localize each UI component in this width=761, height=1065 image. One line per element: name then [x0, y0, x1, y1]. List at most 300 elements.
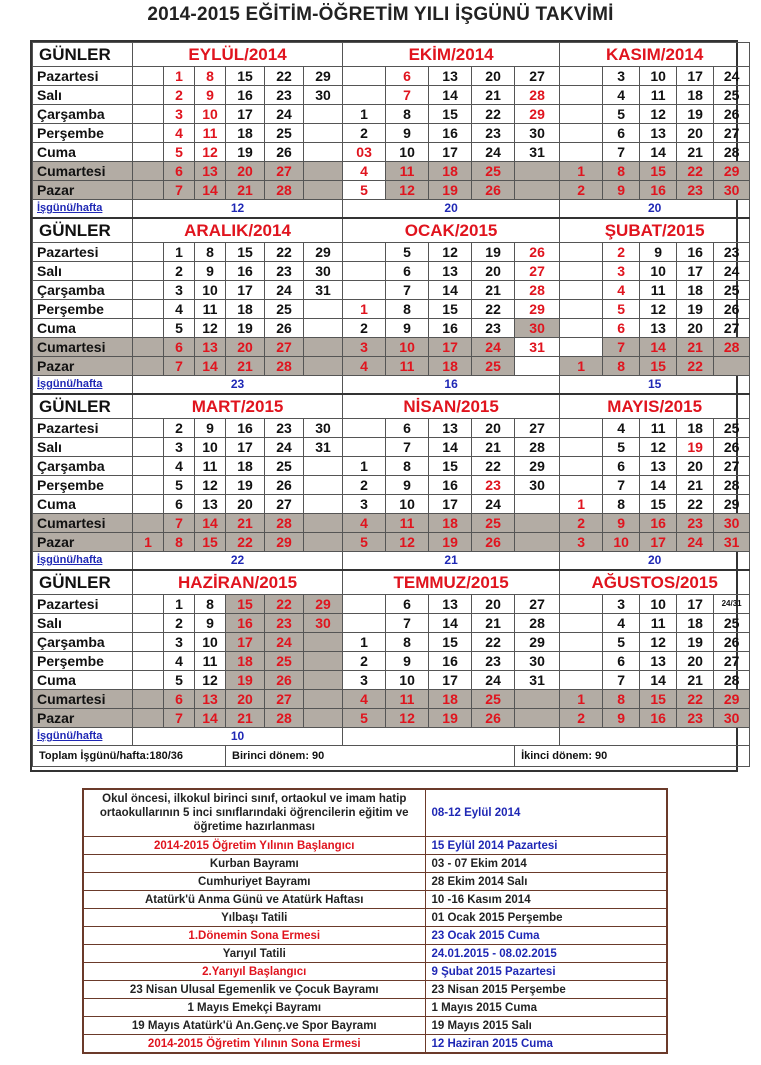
- date-cell: 12: [195, 476, 226, 495]
- date-cell: 15: [429, 105, 472, 124]
- date-cell: 5: [343, 533, 386, 552]
- date-cell: 4: [164, 300, 195, 319]
- date-cell: 8: [195, 595, 226, 614]
- date-cell: 29: [515, 105, 560, 124]
- date-cell: 20: [677, 124, 714, 143]
- date-cell: 2: [343, 652, 386, 671]
- date-cell: [133, 476, 164, 495]
- date-cell: 28: [265, 181, 304, 200]
- date-cell: [304, 495, 343, 514]
- date-cell: 22: [472, 300, 515, 319]
- date-cell: 20: [472, 595, 515, 614]
- date-cell: 14: [429, 614, 472, 633]
- date-cell: 5: [164, 319, 195, 338]
- date-cell: [343, 595, 386, 614]
- date-cell: 17: [677, 595, 714, 614]
- date-cell: 17: [677, 262, 714, 281]
- day-row: [33, 690, 750, 709]
- date-cell: 17: [429, 495, 472, 514]
- date-cell: 26: [714, 633, 750, 652]
- date-cell: 2: [164, 614, 195, 633]
- date-cell: [560, 614, 603, 633]
- date-cell: [304, 181, 343, 200]
- date-cell: 16: [640, 181, 677, 200]
- event-label: Cumhuriyet Bayramı: [83, 873, 425, 891]
- event-row: [83, 1017, 667, 1035]
- date-cell: 10: [195, 281, 226, 300]
- event-row: [83, 789, 667, 837]
- month-header-row: [33, 570, 750, 595]
- date-cell: 20: [472, 262, 515, 281]
- date-cell: 8: [386, 633, 429, 652]
- date-cell: 14: [640, 476, 677, 495]
- date-cell: 17: [226, 105, 265, 124]
- date-cell: 2: [560, 514, 603, 533]
- date-cell: 6: [603, 319, 640, 338]
- date-cell: [343, 281, 386, 300]
- day-name: Çarşamba: [33, 281, 133, 300]
- gunler-label: GÜNLER: [33, 570, 133, 595]
- date-cell: 17: [429, 338, 472, 357]
- date-cell: [343, 419, 386, 438]
- date-cell: [560, 262, 603, 281]
- month-title: MART/2015: [133, 394, 343, 419]
- event-label: 23 Nisan Ulusal Egemenlik ve Çocuk Bayramı: [83, 981, 425, 999]
- date-cell: [133, 709, 164, 728]
- totals-row: [33, 746, 750, 767]
- date-cell: 21: [472, 614, 515, 633]
- date-cell: 21: [472, 281, 515, 300]
- date-cell: 8: [603, 162, 640, 181]
- date-cell: 9: [603, 514, 640, 533]
- date-cell: 25: [265, 652, 304, 671]
- date-cell: 3: [343, 495, 386, 514]
- date-cell: 12: [640, 105, 677, 124]
- date-cell: 19: [429, 709, 472, 728]
- date-cell: 2: [164, 262, 195, 281]
- day-row: [33, 419, 750, 438]
- date-cell: 13: [195, 690, 226, 709]
- date-cell: [560, 338, 603, 357]
- date-cell: 7: [386, 614, 429, 633]
- date-cell: [560, 319, 603, 338]
- date-cell: [133, 514, 164, 533]
- date-cell: [304, 476, 343, 495]
- date-cell: 22: [265, 243, 304, 262]
- date-cell: 15: [429, 457, 472, 476]
- date-cell: 27: [265, 162, 304, 181]
- day-row: [33, 514, 750, 533]
- date-cell: 18: [677, 86, 714, 105]
- date-cell: 27: [515, 262, 560, 281]
- event-row: [83, 873, 667, 891]
- date-cell: 17: [640, 533, 677, 552]
- date-cell: 10: [195, 105, 226, 124]
- date-cell: [304, 709, 343, 728]
- date-cell: 25: [265, 300, 304, 319]
- date-cell: [304, 143, 343, 162]
- date-cell: 29: [714, 690, 750, 709]
- date-cell: [515, 357, 560, 376]
- date-cell: 9: [195, 262, 226, 281]
- date-cell: 9: [386, 124, 429, 143]
- event-label: Yarıyıl Tatili: [83, 945, 425, 963]
- date-cell: [304, 338, 343, 357]
- date-cell: [133, 338, 164, 357]
- date-cell: [133, 457, 164, 476]
- day-name: Cumartesi: [33, 690, 133, 709]
- day-row: [33, 438, 750, 457]
- date-cell: 21: [472, 438, 515, 457]
- date-cell: 25: [714, 86, 750, 105]
- date-cell: 17: [677, 67, 714, 86]
- date-cell: 27: [515, 595, 560, 614]
- day-row: [33, 614, 750, 633]
- date-cell: 22: [472, 105, 515, 124]
- date-cell: 4: [164, 457, 195, 476]
- date-cell: [133, 357, 164, 376]
- isgunu-label: İşgünü/hafta: [33, 728, 133, 746]
- date-cell: 11: [386, 690, 429, 709]
- isgunu-row: [33, 376, 750, 395]
- date-cell: 8: [603, 357, 640, 376]
- day-row: [33, 319, 750, 338]
- date-cell: [133, 281, 164, 300]
- date-cell: [560, 300, 603, 319]
- month-title: KASIM/2014: [560, 43, 750, 67]
- date-cell: 29: [714, 162, 750, 181]
- date-cell: 18: [226, 457, 265, 476]
- date-cell: 24: [714, 262, 750, 281]
- date-cell: 19: [429, 181, 472, 200]
- date-cell: 13: [429, 419, 472, 438]
- date-cell: 10: [640, 262, 677, 281]
- date-cell: 3: [164, 438, 195, 457]
- date-cell: [343, 243, 386, 262]
- event-label: 1 Mayıs Emekçi Bayramı: [83, 999, 425, 1017]
- date-cell: [560, 67, 603, 86]
- date-cell: 23: [472, 652, 515, 671]
- date-cell: [515, 690, 560, 709]
- date-cell: 18: [226, 300, 265, 319]
- day-name: Cumartesi: [33, 162, 133, 181]
- date-cell: 18: [677, 281, 714, 300]
- date-cell: 23: [677, 181, 714, 200]
- date-cell: 19: [677, 105, 714, 124]
- date-cell: 8: [164, 533, 195, 552]
- date-cell: 24: [472, 143, 515, 162]
- month-title: MAYIS/2015: [560, 394, 750, 419]
- day-name: Pazar: [33, 181, 133, 200]
- date-cell: 7: [603, 476, 640, 495]
- date-cell: 13: [429, 595, 472, 614]
- date-cell: 11: [195, 300, 226, 319]
- date-cell: 27: [714, 124, 750, 143]
- date-cell: 13: [640, 652, 677, 671]
- date-cell: 4: [603, 419, 640, 438]
- event-row: [83, 999, 667, 1017]
- month-header-row: [33, 394, 750, 419]
- date-cell: 12: [640, 300, 677, 319]
- date-cell: 31: [515, 671, 560, 690]
- date-cell: 16: [640, 514, 677, 533]
- date-cell: [560, 457, 603, 476]
- date-cell: 15: [640, 357, 677, 376]
- date-cell: 15: [429, 633, 472, 652]
- month-header-row: [33, 43, 750, 67]
- day-row: [33, 86, 750, 105]
- date-cell: 1: [560, 162, 603, 181]
- date-cell: 6: [603, 457, 640, 476]
- date-cell: 22: [226, 533, 265, 552]
- date-cell: 1: [343, 633, 386, 652]
- date-cell: 31: [304, 281, 343, 300]
- date-cell: 30: [304, 86, 343, 105]
- date-cell: 7: [603, 671, 640, 690]
- date-cell: 27: [714, 457, 750, 476]
- date-cell: [560, 595, 603, 614]
- date-cell: 14: [195, 514, 226, 533]
- event-date: 19 Mayıs 2015 Salı: [425, 1017, 667, 1035]
- date-cell: 5: [603, 300, 640, 319]
- date-cell: 3: [164, 633, 195, 652]
- date-cell: 20: [677, 652, 714, 671]
- date-cell: [133, 595, 164, 614]
- date-cell: 21: [677, 671, 714, 690]
- date-cell: 19: [226, 319, 265, 338]
- date-cell: [133, 438, 164, 457]
- date-cell: 24: [265, 281, 304, 300]
- day-name: Çarşamba: [33, 633, 133, 652]
- date-cell: 24/31: [714, 595, 750, 614]
- gunler-label: GÜNLER: [33, 43, 133, 67]
- date-cell: [133, 162, 164, 181]
- date-cell: 16: [429, 124, 472, 143]
- date-cell: 22: [677, 690, 714, 709]
- date-cell: [343, 438, 386, 457]
- date-cell: [133, 143, 164, 162]
- date-cell: 18: [677, 614, 714, 633]
- date-cell: [133, 614, 164, 633]
- event-label: Yılbaşı Tatili: [83, 909, 425, 927]
- event-row: [83, 927, 667, 945]
- date-cell: 26: [714, 105, 750, 124]
- date-cell: 20: [677, 457, 714, 476]
- events-table: [82, 788, 668, 1054]
- month-title: OCAK/2015: [343, 218, 560, 243]
- date-cell: 12: [195, 671, 226, 690]
- date-cell: 12: [195, 319, 226, 338]
- date-cell: [560, 143, 603, 162]
- day-row: [33, 300, 750, 319]
- date-cell: 21: [226, 709, 265, 728]
- date-cell: 2: [164, 86, 195, 105]
- date-cell: 26: [472, 181, 515, 200]
- day-name: Salı: [33, 438, 133, 457]
- date-cell: 16: [677, 243, 714, 262]
- isgunu-value: 20: [560, 552, 750, 571]
- date-cell: [304, 319, 343, 338]
- date-cell: 25: [472, 357, 515, 376]
- day-row: [33, 338, 750, 357]
- day-row: [33, 595, 750, 614]
- date-cell: 8: [603, 495, 640, 514]
- date-cell: 30: [714, 181, 750, 200]
- date-cell: 1: [343, 457, 386, 476]
- date-cell: 21: [677, 476, 714, 495]
- date-cell: 30: [714, 514, 750, 533]
- date-cell: 20: [226, 338, 265, 357]
- date-cell: 1: [164, 595, 195, 614]
- date-cell: 26: [472, 709, 515, 728]
- date-cell: 7: [386, 438, 429, 457]
- day-row: [33, 652, 750, 671]
- date-cell: 6: [164, 495, 195, 514]
- date-cell: [133, 105, 164, 124]
- event-date: 01 Ocak 2015 Perşembe: [425, 909, 667, 927]
- date-cell: 10: [386, 338, 429, 357]
- event-row: [83, 963, 667, 981]
- date-cell: 21: [226, 514, 265, 533]
- isgunu-value: 22: [133, 552, 343, 571]
- date-cell: 6: [386, 419, 429, 438]
- isgunu-value: 20: [560, 200, 750, 219]
- date-cell: 1: [560, 357, 603, 376]
- date-cell: 3: [603, 595, 640, 614]
- date-cell: 25: [714, 419, 750, 438]
- date-cell: 25: [714, 614, 750, 633]
- date-cell: 1: [343, 105, 386, 124]
- date-cell: [560, 243, 603, 262]
- date-cell: 29: [304, 243, 343, 262]
- day-name: Cuma: [33, 671, 133, 690]
- day-row: [33, 671, 750, 690]
- date-cell: 18: [226, 124, 265, 143]
- day-row: [33, 457, 750, 476]
- date-cell: 8: [603, 690, 640, 709]
- date-cell: 17: [226, 438, 265, 457]
- isgunu-value: 20: [343, 200, 560, 219]
- date-cell: [304, 105, 343, 124]
- date-cell: 29: [515, 300, 560, 319]
- isgunu-row: [33, 200, 750, 219]
- date-cell: 18: [677, 419, 714, 438]
- date-cell: 12: [386, 533, 429, 552]
- day-name: Perşembe: [33, 476, 133, 495]
- date-cell: 11: [640, 281, 677, 300]
- event-label: 2014-2015 Öğretim Yılının Sona Ermesi: [83, 1035, 425, 1054]
- isgunu-label: İşgünü/hafta: [33, 376, 133, 395]
- date-cell: 9: [195, 86, 226, 105]
- event-row: [83, 1035, 667, 1054]
- day-name: Cumartesi: [33, 338, 133, 357]
- day-name: Pazartesi: [33, 419, 133, 438]
- day-row: [33, 143, 750, 162]
- month-title: HAZİRAN/2015: [133, 570, 343, 595]
- date-cell: 23: [265, 86, 304, 105]
- gunler-label: GÜNLER: [33, 218, 133, 243]
- date-cell: [343, 614, 386, 633]
- month-title: NİSAN/2015: [343, 394, 560, 419]
- date-cell: [304, 162, 343, 181]
- date-cell: [133, 319, 164, 338]
- date-cell: 3: [343, 338, 386, 357]
- date-cell: 4: [343, 514, 386, 533]
- date-cell: 23: [265, 419, 304, 438]
- date-cell: 26: [515, 243, 560, 262]
- date-cell: 21: [226, 357, 265, 376]
- date-cell: 27: [515, 419, 560, 438]
- date-cell: 19: [226, 143, 265, 162]
- date-cell: 18: [429, 514, 472, 533]
- date-cell: 5: [343, 181, 386, 200]
- page-title: 2014-2015 EĞİTİM-ÖĞRETİM YILI İŞGÜNÜ TAKVİMİ: [147, 4, 614, 25]
- date-cell: 24: [472, 495, 515, 514]
- date-cell: [133, 67, 164, 86]
- event-label: 2.Yarıyıl Başlangıcı: [83, 963, 425, 981]
- date-cell: [515, 514, 560, 533]
- date-cell: 6: [386, 595, 429, 614]
- date-cell: 24: [677, 533, 714, 552]
- date-cell: 29: [714, 495, 750, 514]
- date-cell: 10: [603, 533, 640, 552]
- date-cell: 16: [429, 652, 472, 671]
- date-cell: 29: [515, 457, 560, 476]
- date-cell: 9: [195, 419, 226, 438]
- date-cell: 2: [343, 124, 386, 143]
- date-cell: 16: [226, 419, 265, 438]
- date-cell: 25: [472, 514, 515, 533]
- date-cell: 24: [472, 338, 515, 357]
- total-workdays: Toplam İşgünü/hafta:180/36: [33, 746, 226, 767]
- day-name: Pazar: [33, 357, 133, 376]
- date-cell: 15: [429, 300, 472, 319]
- date-cell: 5: [164, 476, 195, 495]
- event-date: 24.01.2015 - 08.02.2015: [425, 945, 667, 963]
- date-cell: 30: [515, 319, 560, 338]
- date-cell: [515, 162, 560, 181]
- date-cell: 28: [515, 86, 560, 105]
- date-cell: 11: [640, 614, 677, 633]
- month-title: EYLÜL/2014: [133, 43, 343, 67]
- date-cell: 23: [677, 709, 714, 728]
- date-cell: [560, 105, 603, 124]
- event-date: 03 - 07 Ekim 2014: [425, 855, 667, 873]
- date-cell: 20: [226, 162, 265, 181]
- date-cell: [133, 300, 164, 319]
- date-cell: 4: [603, 86, 640, 105]
- isgunu-label: İşgünü/hafta: [33, 200, 133, 219]
- date-cell: 30: [714, 709, 750, 728]
- date-cell: [304, 533, 343, 552]
- date-cell: 4: [164, 652, 195, 671]
- month-title: AĞUSTOS/2015: [560, 570, 750, 595]
- date-cell: [133, 690, 164, 709]
- day-name: Cuma: [33, 319, 133, 338]
- date-cell: 14: [640, 338, 677, 357]
- calendar-table: [30, 40, 742, 772]
- date-cell: 3: [603, 67, 640, 86]
- date-cell: 30: [515, 124, 560, 143]
- date-cell: 14: [429, 281, 472, 300]
- date-cell: 1: [560, 495, 603, 514]
- day-name: Perşembe: [33, 124, 133, 143]
- date-cell: 21: [226, 181, 265, 200]
- date-cell: 25: [265, 457, 304, 476]
- date-cell: 29: [515, 633, 560, 652]
- date-cell: 6: [603, 652, 640, 671]
- date-cell: 5: [603, 633, 640, 652]
